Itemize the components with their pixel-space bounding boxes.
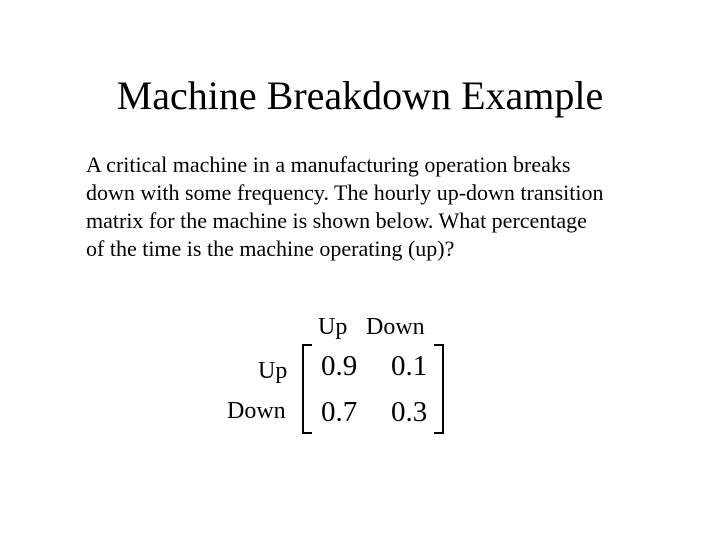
- matrix-column-label-up: Up: [318, 314, 348, 340]
- matrix-cell-down-up: 0.7: [321, 396, 358, 428]
- problem-line: of the time is the machine operating (up)?: [86, 236, 455, 261]
- matrix-row-label-down: Down: [227, 398, 286, 424]
- matrix-cell-up-down: 0.1: [391, 350, 428, 382]
- matrix-column-label-down: Down: [366, 314, 425, 340]
- problem-line: down with some frequency. The hourly up-down transition: [86, 180, 604, 205]
- problem-line: A critical machine in a manufacturing operation breaks: [86, 152, 571, 177]
- slide-title: Machine Breakdown Example: [116, 73, 604, 118]
- problem-line: matrix for the machine is shown below. What percentage: [86, 208, 587, 233]
- matrix-right-bracket: [434, 344, 444, 434]
- matrix-cell-up-up: 0.9: [321, 350, 358, 382]
- matrix-row-label-up: Up: [258, 358, 288, 384]
- matrix-cell-down-down: 0.3: [391, 396, 428, 428]
- matrix-left-bracket: [302, 344, 312, 434]
